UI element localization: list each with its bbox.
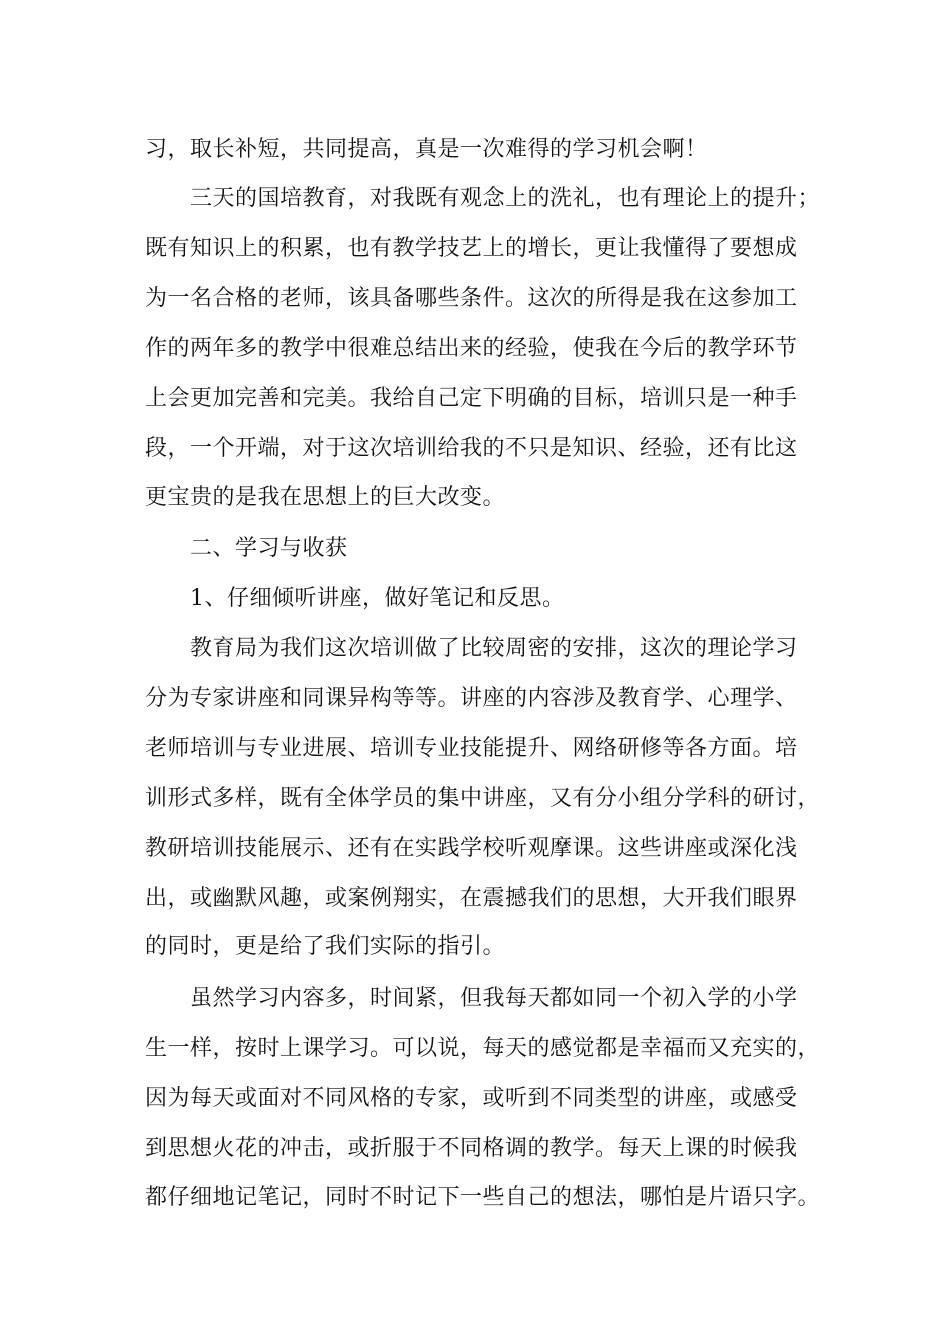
text-line: 训形式多样，既有全体学员的集中讲座，又有分小组分学科的研讨， [145,786,821,811]
text-line: 虽然学习内容多，时间紧，但我每天都如同一个初入学的小学 [190,986,798,1011]
text-line: 作的两年多的教学中很难总结出来的经验，使我在今后的教学环节 [145,336,798,361]
text-line: 教研培训技能展示、还有在实践学校听观摩课。这些讲座或深化浅 [145,836,798,861]
text-line: 老师培训与专业进展、培训专业技能提升、网络研修等各方面。培 [145,736,798,761]
text-line: 分为专家讲座和同课异构等等。讲座的内容涉及教育学、心理学、 [145,686,798,711]
text-line: 到思想火花的冲击，或折服于不同格调的教学。每天上课的时候我 [145,1136,798,1161]
text-line: 的同时，更是给了我们实际的指引。 [145,934,506,959]
text-line: 既有知识上的积累，也有教学技艺上的增长，更让我懂得了要想成 [145,236,798,261]
subsection-heading: 1、仔细倾听讲座，做好笔记和反思。 [190,586,565,611]
text-line: 教育局为我们这次培训做了比较周密的安排，这次的理论学习 [190,636,798,661]
text-line: 段，一个开端，对于这次培训给我的不只是知识、经验，还有比这 [145,436,798,461]
text-line: 都仔细地记笔记，同时不时记下一些自己的想法，哪怕是片语只字。 [145,1185,821,1210]
section-heading: 二、学习与收获 [190,536,348,561]
text-line: 更宝贵的是我在思想上的巨大改变。 [145,485,506,510]
text-line: 为一名合格的老师，该具备哪些条件。这次的所得是我在这参加工 [145,286,798,311]
text-line: 出，或幽默风趣，或案例翔实，在震撼我们的思想，大开我们眼界 [145,886,798,911]
text-line: 生一样，按时上课学习。可以说，每天的感觉都是幸福而又充实的， [145,1036,821,1061]
text-line: 因为每天或面对不同风格的专家，或听到不同类型的讲座，或感受 [145,1086,798,1111]
text-line: 三天的国培教育，对我既有观念上的洗礼，也有理论上的提升； [190,186,821,211]
text-line: 习，取长补短，共同提高，真是一次难得的学习机会啊！ [145,137,708,162]
text-line: 上会更加完善和完美。我给自己定下明确的目标，培训只是一种手 [145,386,798,411]
